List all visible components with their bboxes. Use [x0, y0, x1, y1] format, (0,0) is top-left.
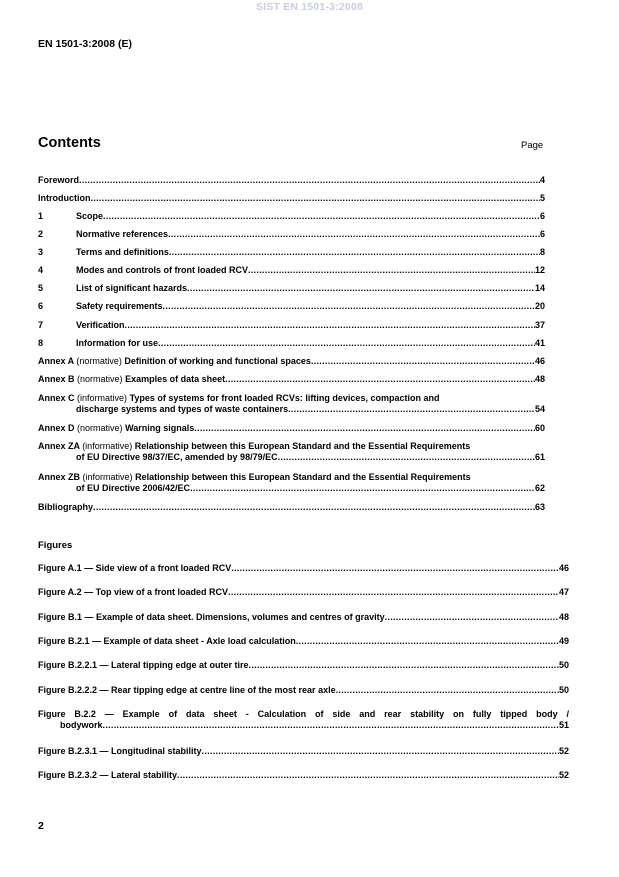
figure-label: Figure B.2.3.2 — Lateral stability [38, 770, 178, 780]
figures-title: Figures [38, 540, 73, 551]
toc-page-number: 63 [534, 502, 545, 512]
toc-page-number: 14 [534, 283, 545, 293]
leader-dots [194, 423, 535, 434]
toc-clause-number: 3 [38, 247, 44, 257]
page-number: 2 [38, 820, 44, 832]
leader-dots [311, 356, 535, 367]
annex-label: Annex D [38, 423, 75, 433]
leader-dots [79, 175, 540, 186]
annex-type: (informative) [82, 472, 133, 482]
toc-entry-modes-and-controls[interactable] [38, 265, 545, 276]
annex-type: (informative) [82, 441, 133, 451]
toc-annex-a[interactable] [38, 356, 545, 367]
annex-title: Warning signals [125, 423, 195, 433]
leader-dots [125, 320, 535, 331]
toc-clause-number: 6 [38, 301, 44, 311]
figure-entry-a1[interactable] [38, 563, 569, 574]
figure-label: Figure A.2 — Top view of a front loaded RCV [38, 587, 229, 597]
figure-label: Figure B.2.2.1 — Lateral tipping edge at outer tire [38, 660, 249, 670]
toc-entry-information-for-use[interactable] [38, 338, 545, 349]
figure-entry-b21[interactable] [38, 636, 569, 647]
figure-page-number: 52 [558, 770, 569, 780]
toc-page-number: 12 [534, 265, 545, 275]
figure-entry-b221[interactable] [38, 660, 569, 671]
toc-page-number: 4 [539, 175, 545, 185]
toc-page-number: 54 [534, 404, 545, 414]
leader-dots [169, 247, 540, 258]
figure-label-line1: Figure B.2.2 — Example of data sheet - Calculation of side and rear stability on fully tipped body / [38, 709, 569, 719]
toc-entry-title: Bibliography [38, 502, 94, 512]
figure-page-number: 51 [558, 720, 569, 730]
annex-title-line2: discharge systems and types of waste containers [76, 404, 289, 414]
leader-dots [225, 374, 535, 385]
toc-entry-title: Safety requirements [76, 301, 163, 311]
leader-dots [187, 283, 535, 294]
annex-label: Annex B [38, 374, 75, 384]
figure-label-line2: bodywork [60, 720, 103, 730]
figure-label: Figure A.1 — Side view of a front loaded RCV [38, 563, 232, 573]
annex-type: (normative) [76, 356, 122, 366]
leader-dots [202, 746, 559, 757]
toc-page-number: 37 [534, 320, 545, 330]
leader-dots [288, 404, 535, 415]
toc-entry-title: Information for use [76, 338, 159, 348]
annex-title: Examples of data sheet [125, 374, 226, 384]
toc-entry-title: Foreword [38, 175, 80, 185]
figure-entry-b232[interactable] [38, 770, 569, 781]
toc-page-number: 41 [534, 338, 545, 348]
leader-dots [168, 229, 540, 240]
toc-entry-title: Scope [76, 211, 104, 221]
annex-title-line2: of EU Directive 98/37/EC, amended by 98/79/EC [76, 452, 278, 462]
toc-page-number: 8 [539, 247, 545, 257]
leader-dots [336, 685, 559, 696]
figure-page-number: 46 [558, 563, 569, 573]
toc-page-number: 6 [539, 211, 545, 221]
annex-label: Annex ZA [38, 441, 80, 451]
leader-dots [190, 483, 535, 494]
annex-title-line2: of EU Directive 2006/42/EC [76, 483, 191, 493]
toc-annex-b[interactable] [38, 374, 545, 385]
figure-page-number: 49 [558, 636, 569, 646]
toc-entry-normative-references[interactable] [38, 229, 545, 240]
toc-page-number: 61 [534, 452, 545, 462]
toc-entry-significant-hazards[interactable] [38, 283, 545, 294]
leader-dots [296, 636, 559, 647]
leader-dots [248, 265, 535, 276]
figure-label: Figure B.2.1 — Example of data sheet - Axle load calculation [38, 636, 296, 646]
contents-title: Contents [38, 135, 101, 151]
leader-dots [177, 770, 559, 781]
toc-entry-title: Normative references [76, 229, 169, 239]
page-column-label: Page [521, 140, 544, 151]
leader-dots [231, 563, 559, 574]
figure-label: Figure B.2.3.1 — Longitudinal stability [38, 746, 202, 756]
toc-annex-zb[interactable] [38, 472, 545, 494]
figure-entry-b231[interactable] [38, 746, 569, 757]
document-id: EN 1501-3:2008 (E) [38, 38, 132, 50]
toc-entry-title: List of significant hazards [76, 283, 188, 293]
annex-label: Annex C [38, 393, 75, 403]
leader-dots [91, 193, 540, 204]
figure-page-number: 47 [558, 587, 569, 597]
figure-label: Figure B.1 — Example of data sheet. Dimensions, volumes and centres of gravity [38, 612, 385, 622]
annex-title-line1: Relationship between this European Standard and the Essential Requirements [134, 441, 471, 451]
figure-page-number: 48 [558, 612, 569, 622]
toc-entry-scope[interactable] [38, 211, 545, 222]
annex-title-line1: Relationship between this European Standard and the Essential Requirements [135, 472, 471, 482]
toc-page-number: 6 [539, 229, 545, 239]
toc-page-number: 5 [539, 193, 545, 203]
toc-annex-c[interactable] [38, 393, 545, 415]
annex-title-line1: Types of systems for front loaded RCVs: lifting devices, compaction and [129, 393, 440, 403]
toc-entry-verification[interactable] [38, 320, 545, 331]
toc-page-number: 20 [534, 301, 545, 311]
leader-dots [385, 612, 559, 623]
toc-page-number: 62 [534, 483, 545, 493]
toc-entry-terms-and-definitions[interactable] [38, 247, 545, 258]
figure-entry-b1[interactable] [38, 612, 569, 623]
leader-dots [158, 338, 535, 349]
annex-type: (normative) [77, 423, 123, 433]
annex-label: Annex ZB [38, 472, 81, 482]
toc-entry-title: Introduction [38, 193, 91, 203]
toc-page-number: 60 [534, 423, 545, 433]
figure-page-number: 50 [558, 685, 569, 695]
figure-entry-b22[interactable] [38, 709, 569, 731]
toc-page-number: 48 [534, 374, 545, 384]
toc-entry-foreword[interactable] [38, 175, 545, 186]
annex-type: (normative) [77, 374, 123, 384]
leader-dots [103, 211, 540, 222]
toc-clause-number: 7 [38, 320, 44, 330]
toc-clause-number: 8 [38, 338, 44, 348]
toc-entry-safety-requirements[interactable] [38, 301, 545, 312]
toc-annex-d[interactable] [38, 423, 545, 434]
leader-dots [228, 587, 559, 598]
leader-dots [278, 452, 535, 463]
annex-title: Definition of working and functional spaces [124, 356, 311, 366]
figure-entry-a2[interactable] [38, 587, 569, 598]
toc-page-number: 46 [534, 356, 545, 366]
toc-entry-title: Terms and definitions [76, 247, 169, 257]
toc-clause-number: 4 [38, 265, 44, 275]
leader-dots [163, 301, 535, 312]
leader-dots [249, 660, 559, 671]
toc-clause-number: 1 [38, 211, 44, 221]
leader-dots [103, 720, 559, 731]
toc-clause-number: 5 [38, 283, 44, 293]
figure-page-number: 50 [558, 660, 569, 670]
annex-type: (informative) [77, 393, 128, 403]
toc-clause-number: 2 [38, 229, 44, 239]
toc-entry-title: Verification [76, 320, 125, 330]
toc-entry-title: Modes and controls of front loaded RCV [76, 265, 249, 275]
annex-label: Annex A [38, 356, 74, 366]
watermark: SIST EN 1501-3:2008 [255, 1, 364, 13]
toc-entry-bibliography[interactable] [38, 502, 545, 513]
toc-entry-introduction[interactable] [38, 193, 545, 204]
figure-label: Figure B.2.2.2 — Rear tipping edge at centre line of the most rear axle [38, 685, 336, 695]
figure-page-number: 52 [558, 746, 569, 756]
leader-dots [93, 502, 535, 513]
figure-entry-b222[interactable] [38, 685, 569, 696]
toc-annex-za[interactable] [38, 441, 545, 463]
